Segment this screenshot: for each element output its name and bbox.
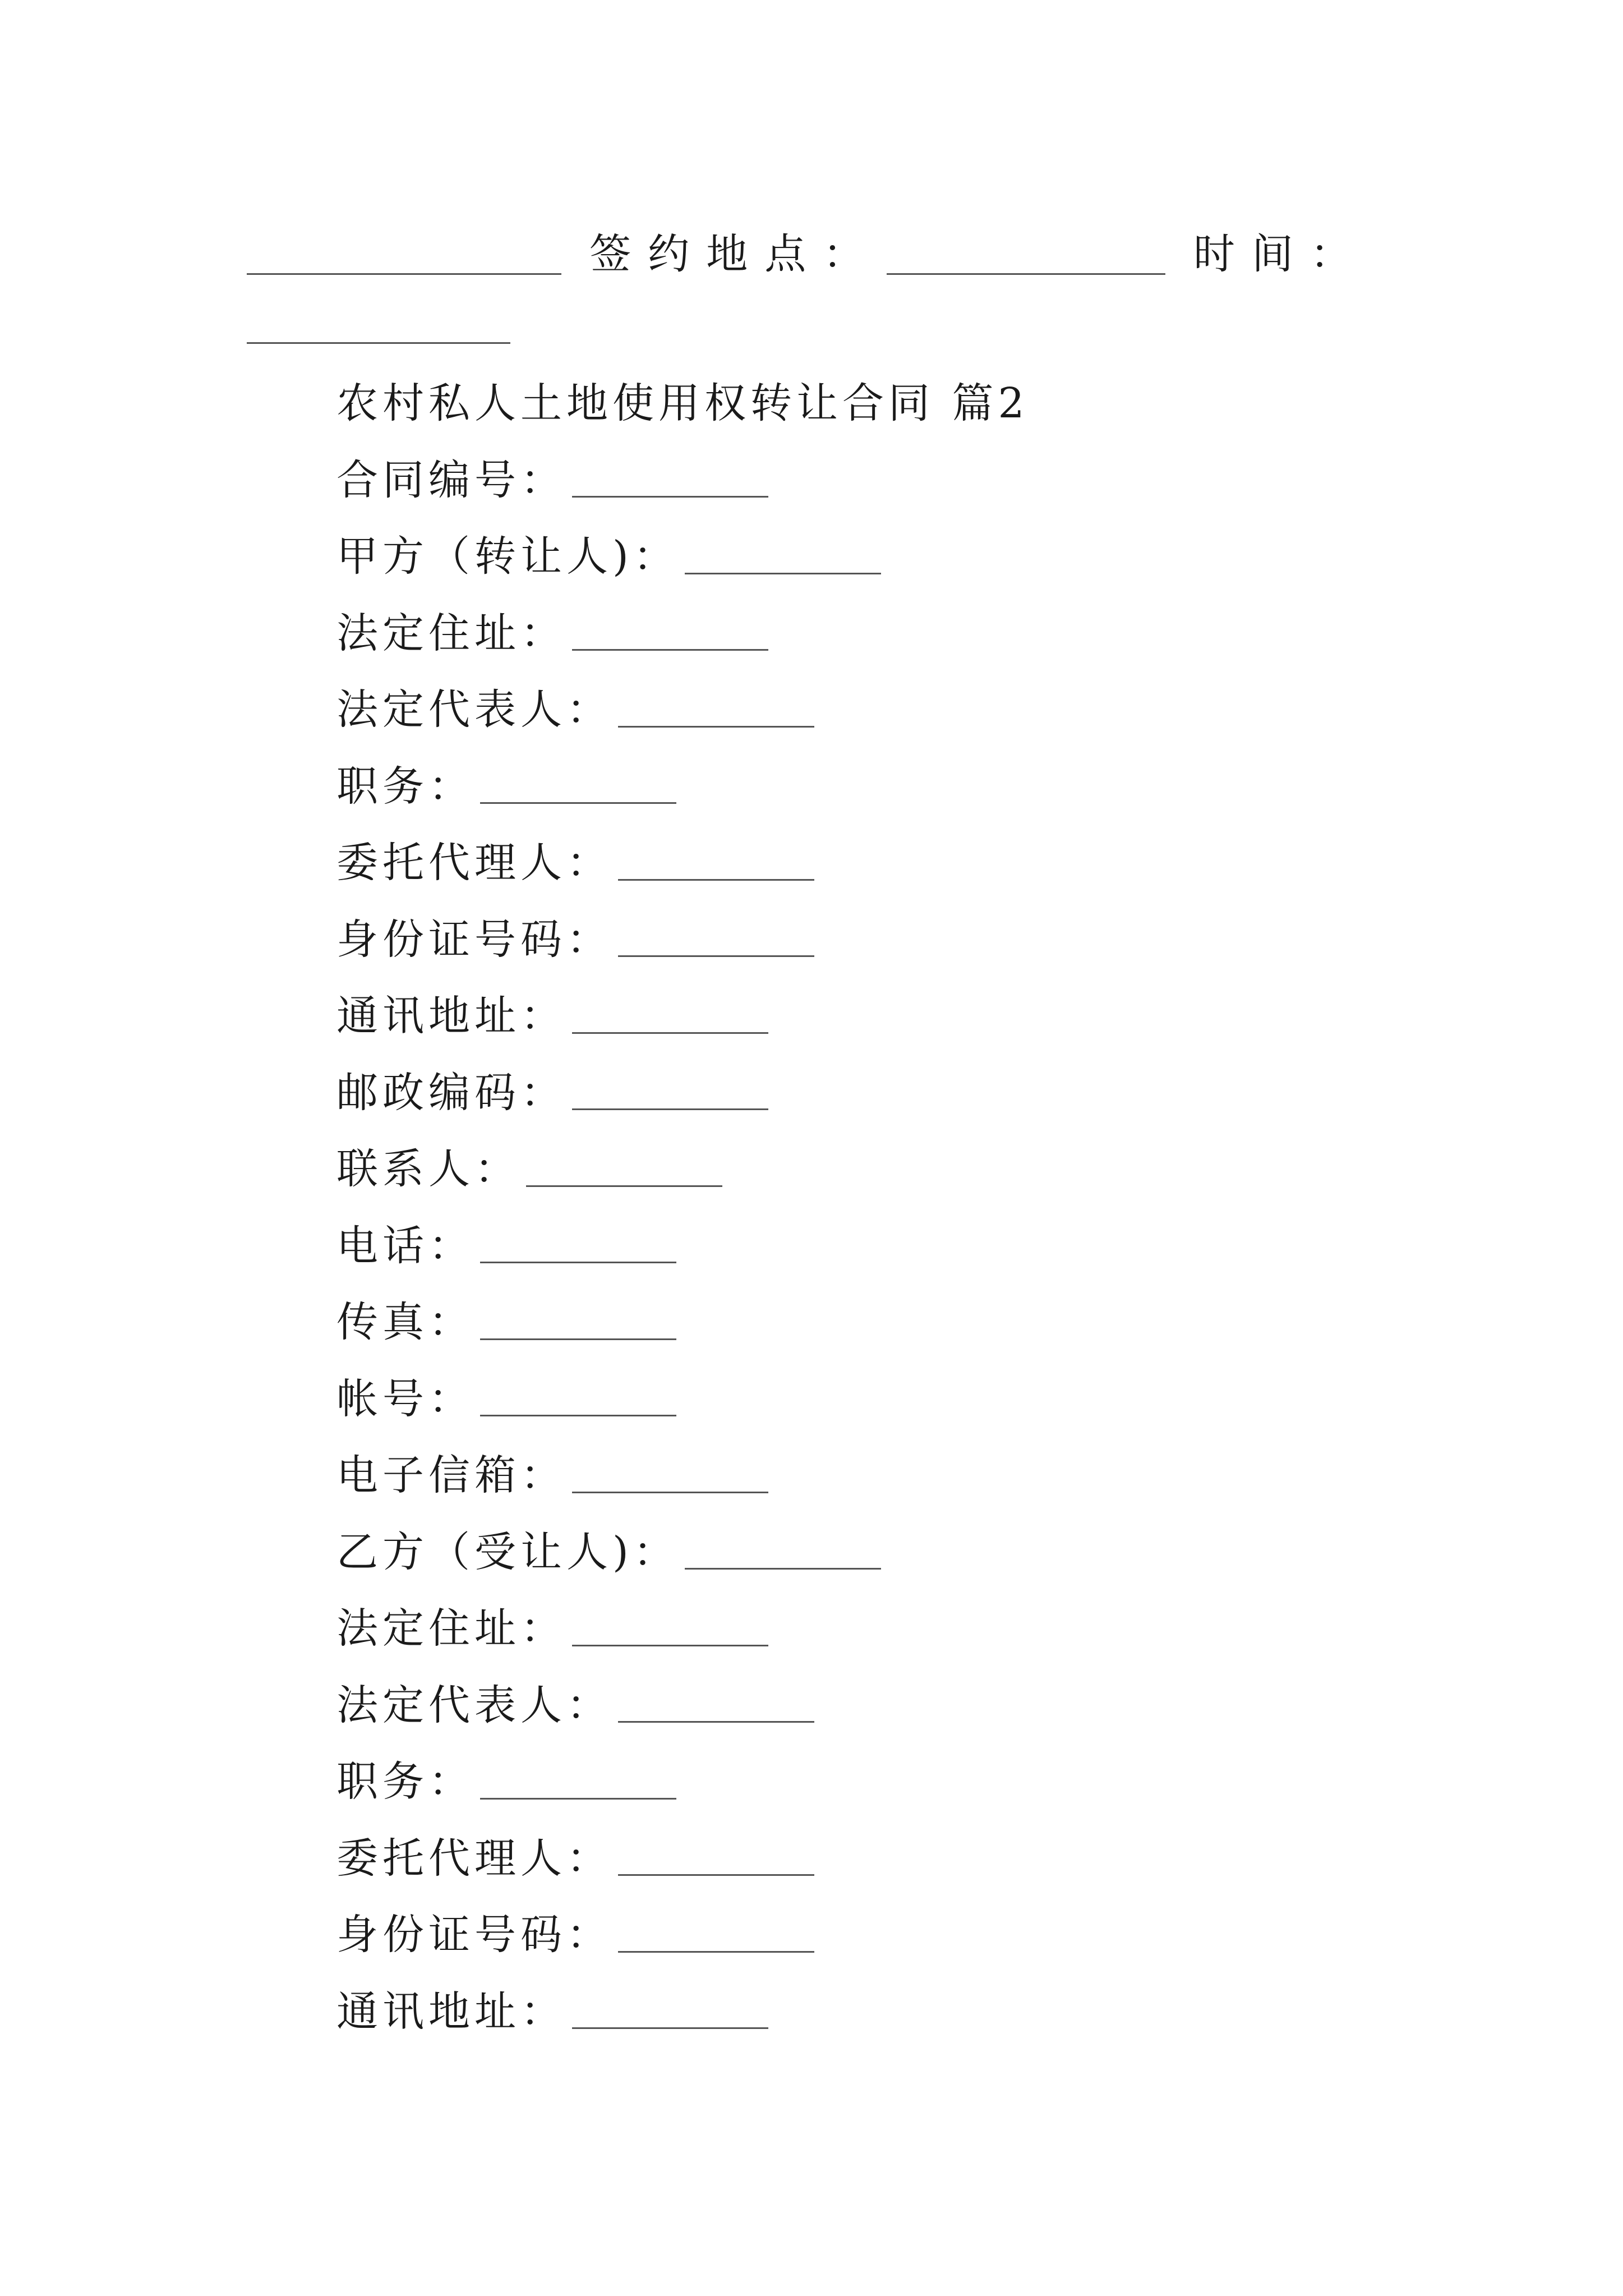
field-blank [618,1926,814,1953]
field-line [336,515,1029,592]
field-line [336,1970,1029,2047]
field-label: 委托代理人： [336,1834,612,1883]
field-line [336,1817,1029,1894]
field-blank [685,1543,881,1570]
field-label: 委托代理人： [336,839,612,887]
field-line [336,592,1029,669]
field-blank [572,1084,768,1110]
field-line [336,1740,1029,1817]
field-label: 传真： [336,1298,474,1347]
field-blank [572,2003,768,2029]
signing-place-blank [887,240,1165,275]
field-label: 法定住址： [336,609,566,657]
field-blank [618,1849,814,1876]
field-line [336,1893,1029,1970]
field-line [336,1204,1029,1281]
field-blank [480,1314,676,1340]
contract-field-list [336,362,1029,2046]
field-blank [572,624,768,651]
field-blank [480,777,676,804]
field-blank [618,1696,814,1723]
field-label: 通讯地址： [336,1987,566,2036]
field-blank [685,548,881,574]
field-blank [480,1390,676,1416]
field-label: 电话： [336,1221,474,1270]
field-label: 通讯地址： [336,992,566,1041]
field-label: 联系人： [336,1145,520,1194]
field-line [336,1128,1029,1204]
field-label: 身份证号码： [336,1911,612,1959]
field-line [336,1358,1029,1434]
field-label: 帐号： [336,1374,474,1423]
field-blank [526,1161,722,1187]
signing-time-blank [247,309,510,344]
field-label: 身份证号码： [336,915,612,964]
field-label: 职务： [336,762,474,811]
field-line [336,1051,1029,1128]
field-label: 法定代表人： [336,1681,612,1729]
field-blank [572,1467,768,1493]
field-line [336,898,1029,975]
signing-time-label: 时间： [1193,230,1368,278]
field-label: 法定住址： [336,1604,566,1653]
field-label: 电子信箱： [336,1451,566,1500]
field-label: 乙方（受让人)： [336,1527,679,1576]
field-line [336,668,1029,745]
field-line [336,1511,1029,1588]
field-label: 邮政编码： [336,1068,566,1117]
field-blank [572,471,768,498]
field-label: 甲方（转让人)： [336,532,679,581]
field-line [336,439,1029,516]
field-blank [618,931,814,957]
field-blank [618,701,814,728]
field-blank [618,854,814,881]
field-line [336,821,1029,898]
field-line [336,974,1029,1051]
field-line [336,1281,1029,1358]
field-blank [480,1773,676,1800]
field-label: 法定代表人： [336,685,612,734]
signing-party-blank [247,240,561,275]
field-line [336,745,1029,822]
contract-title [336,362,1029,439]
field-label: 职务： [336,1757,474,1806]
field-line [336,1664,1029,1741]
field-line [336,1587,1029,1664]
field-blank [480,1237,676,1263]
field-line [336,1434,1029,1511]
signing-place-label: 签约地点： [589,230,882,278]
field-label: 合同编号： [336,455,566,504]
field-blank [572,1007,768,1034]
field-blank [572,1620,768,1646]
signing-row [247,213,1368,278]
contract-title-text: 农村私人土地使用权转让合同 篇2 [336,379,1029,428]
